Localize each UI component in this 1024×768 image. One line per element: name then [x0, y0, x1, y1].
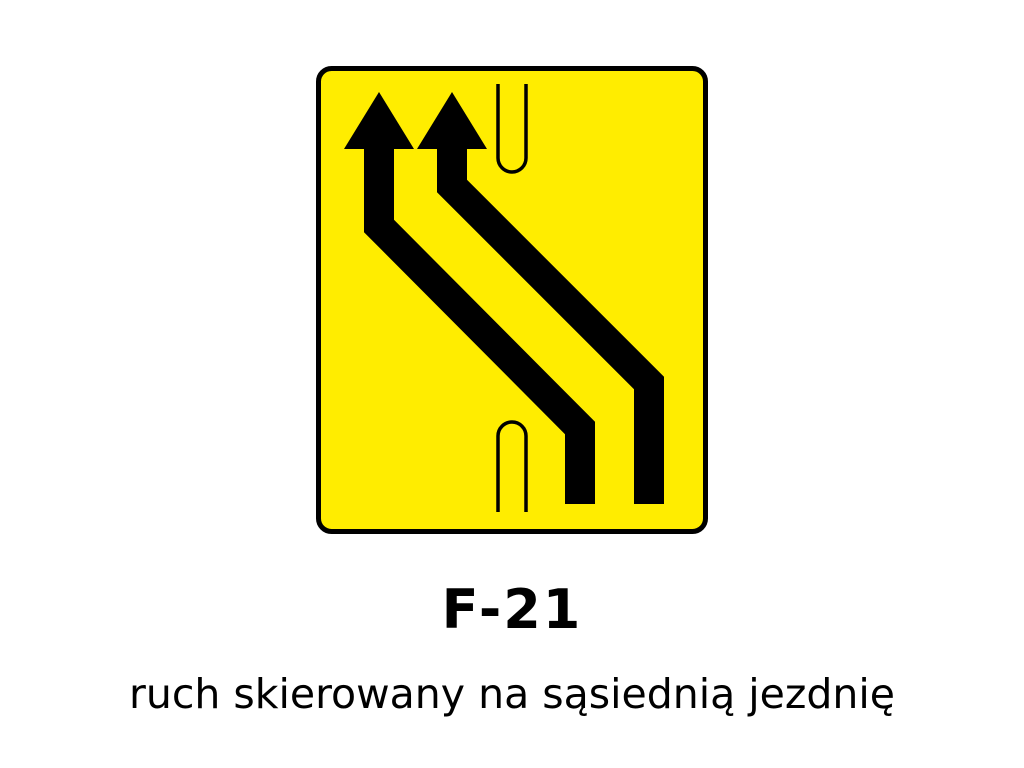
road-sign-graphic [316, 66, 708, 534]
sign-code: F-21 [441, 578, 583, 641]
road-sign [316, 66, 708, 534]
sign-description: ruch skierowany na sąsiednią jezdnię [128, 670, 896, 718]
